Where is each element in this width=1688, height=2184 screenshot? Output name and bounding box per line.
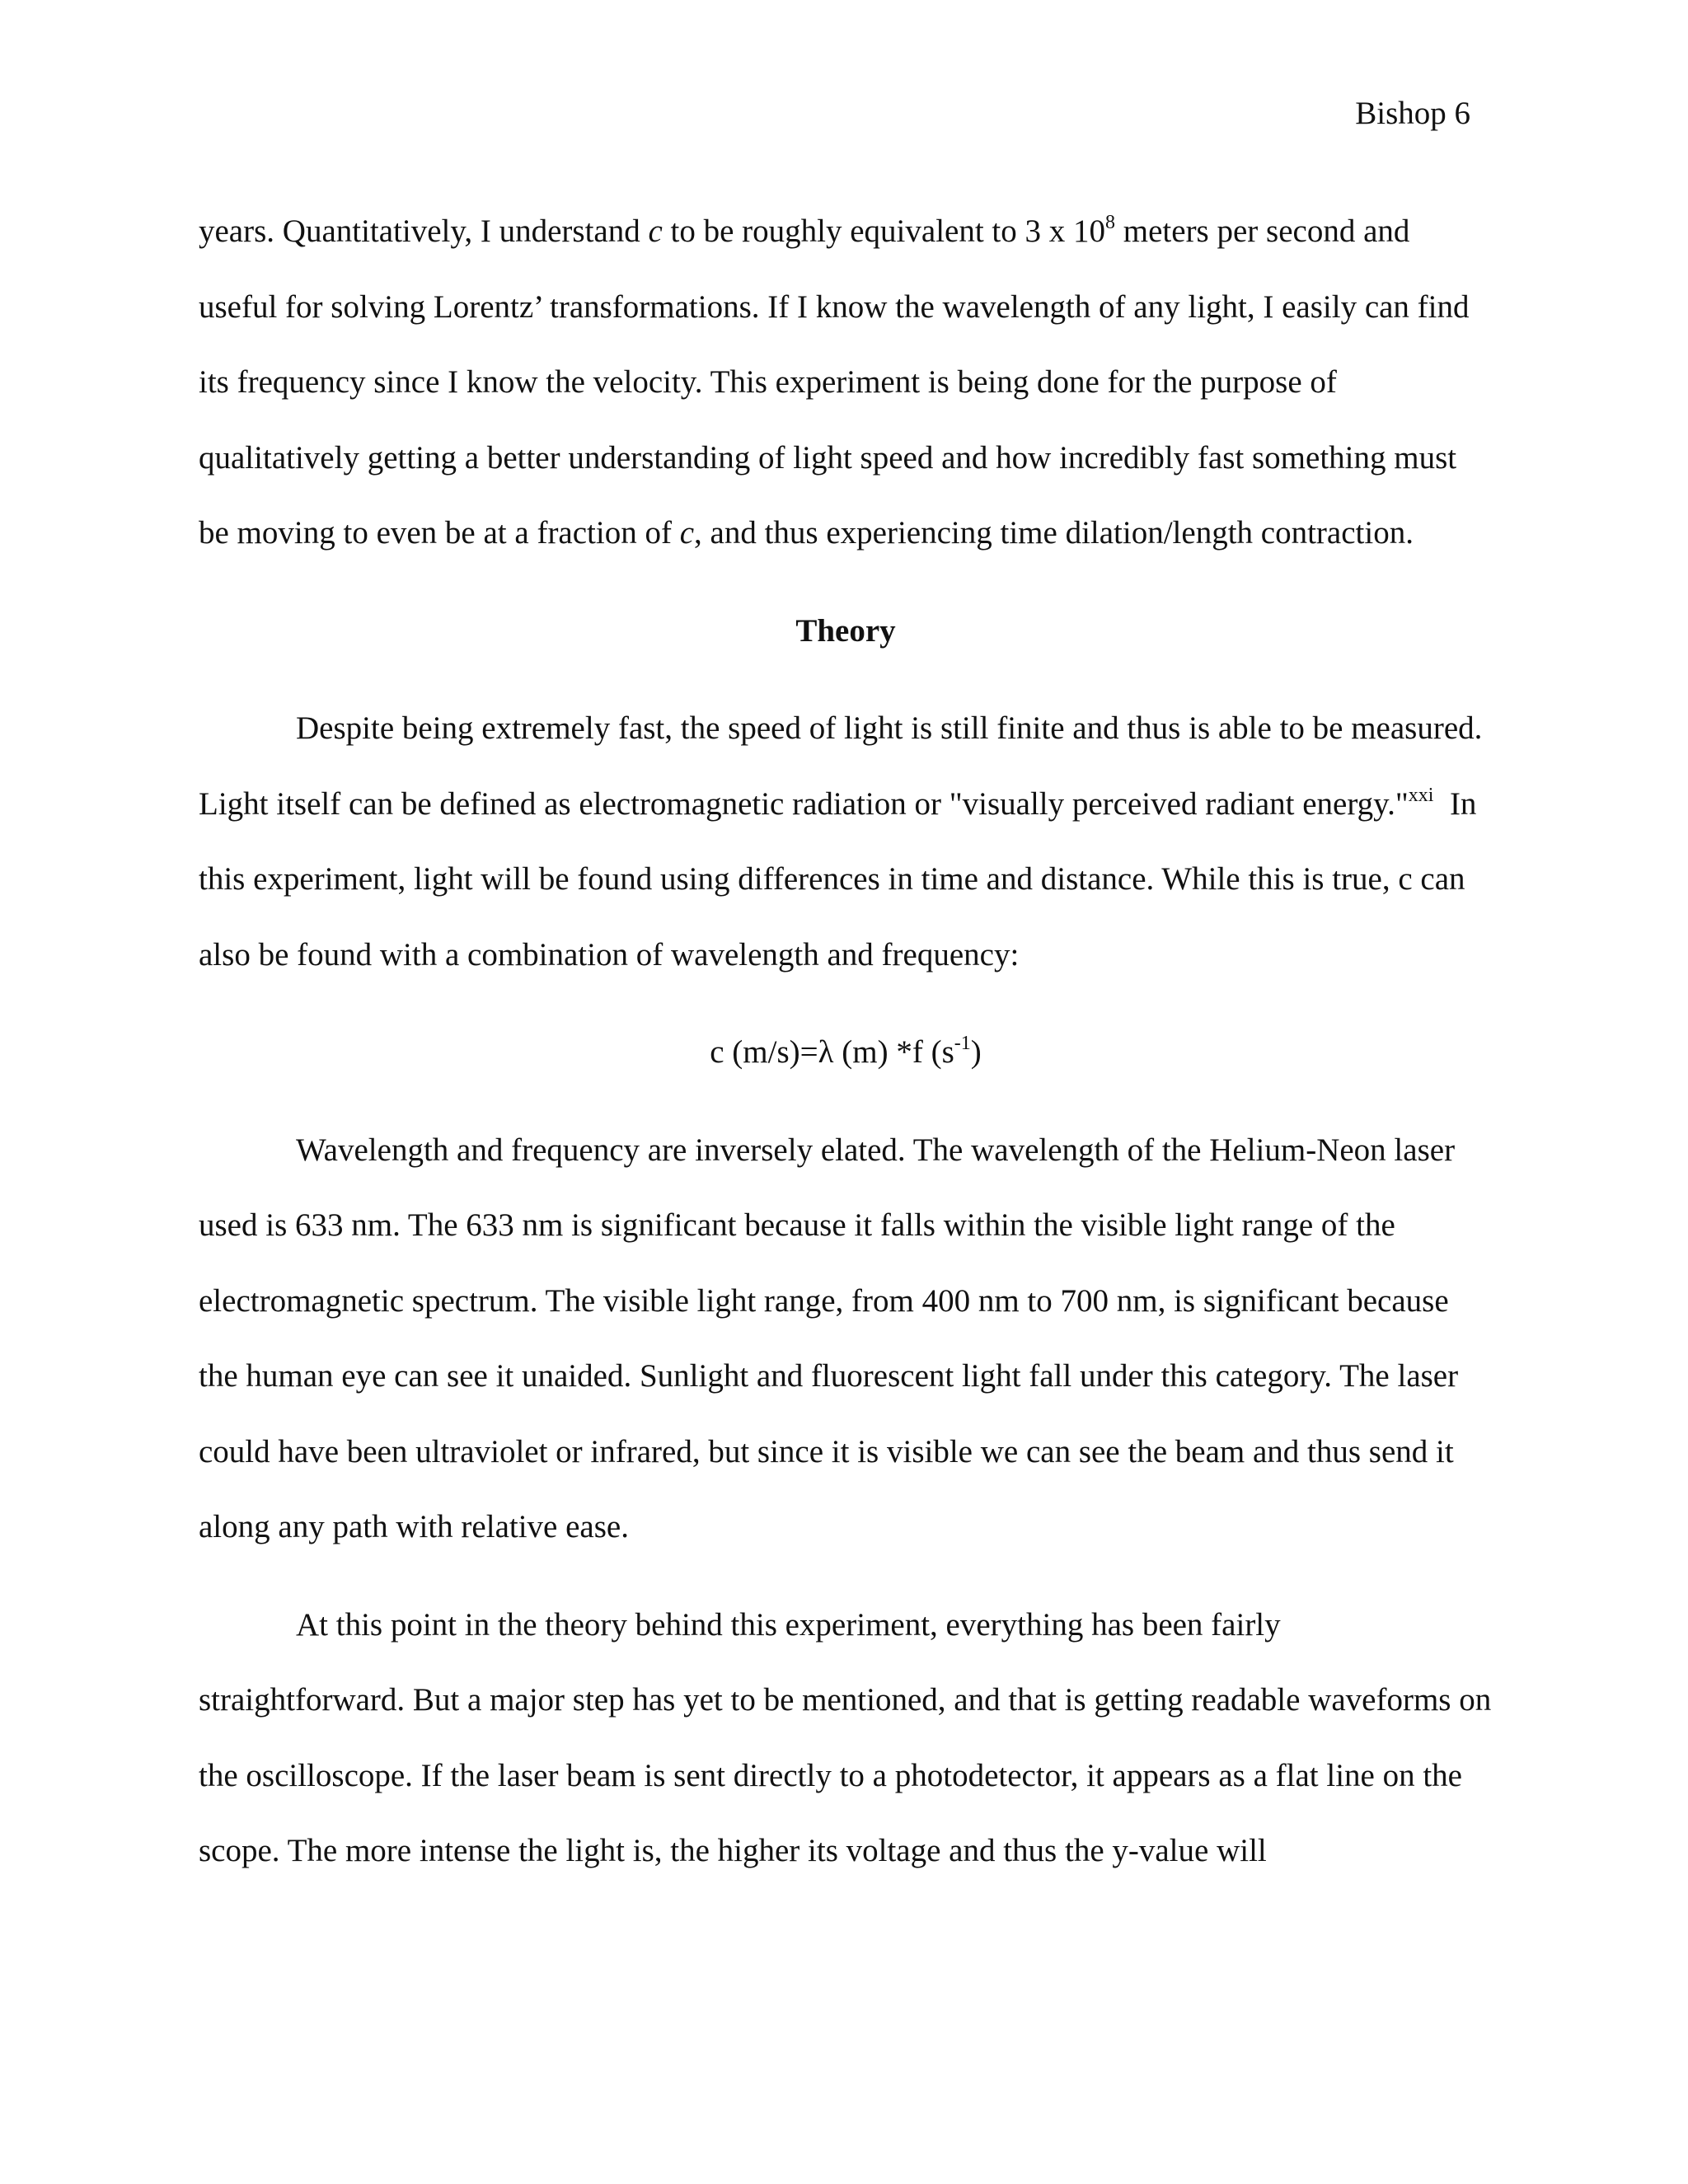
intro-text-2: to be roughly equivalent to 3 x 10	[662, 213, 1106, 249]
equation-exponent: -1	[954, 1033, 971, 1054]
running-header: Bishop 6	[1355, 96, 1470, 131]
document-body	[199, 194, 1493, 1889]
section-heading-theory: Theory	[795, 612, 896, 649]
theory-paragraph-2: Wavelength and frequency are inversely elated. The wavelength of the Helium-Neon laser used is 633 nm. The 633 nm is significant because it falls within the visible light range of the electromagnetic spectrum. The visible light range, from 400 nm to 700 nm, is significant because the human eye can see it unaided. Sunlight and fluorescent light fall under this category. The laser could have been ultraviolet or infrared, but since it is visible we can see the beam and thus send it along any path with relative ease.	[199, 1132, 1459, 1544]
equation-left: c (m/s)=λ (m) *f (s	[710, 1034, 954, 1070]
intro-text-1: years. Quantitatively, I understand	[199, 213, 649, 249]
footnote-reference: xxi	[1408, 784, 1434, 806]
wave-equation	[199, 1015, 1493, 1090]
intro-paragraph	[199, 194, 1493, 571]
intro-text-3: meters per second and useful for solving Lorentz’ transformations. If I know the wavelength of any light, I easily can find its frequency since I know the velocity. This experiment is being done for the purpose of qualitatively getting a better understanding of light speed and how incredibly fast something must be moving to even be at a fraction of	[199, 213, 1470, 551]
speed-of-light-symbol: c	[648, 213, 663, 249]
intro-text-4: , and thus experiencing time dilation/length contraction.	[694, 515, 1414, 551]
exponent-superscript: 8	[1105, 212, 1116, 233]
theory-paragraph-1	[199, 691, 1493, 992]
speed-of-light-symbol-2: c	[679, 515, 695, 551]
theory-p1-text-1: Despite being extremely fast, the speed of light is still finite and thus is able to be measured. Light itself can be defined as electromagnetic radiation or "visually perceived radiant energy."	[199, 710, 1483, 822]
theory-p1-text-2: In this experiment, light will be found using differences in time and distance. While this is true, c can also be found with a combination of wavelength and frequency:	[199, 785, 1485, 972]
equation-right: )	[970, 1034, 982, 1070]
theory-paragraph-3: At this point in the theory behind this experiment, everything has been fairly straightforward. But a major step has yet to be mentioned, and that is getting readable waveforms on the oscilloscope. If the laser beam is sent directly to a photodetector, it appears as a flat line on the scope. The more intense the light is, the higher its voltage and thus the y-value will	[199, 1606, 1492, 1868]
